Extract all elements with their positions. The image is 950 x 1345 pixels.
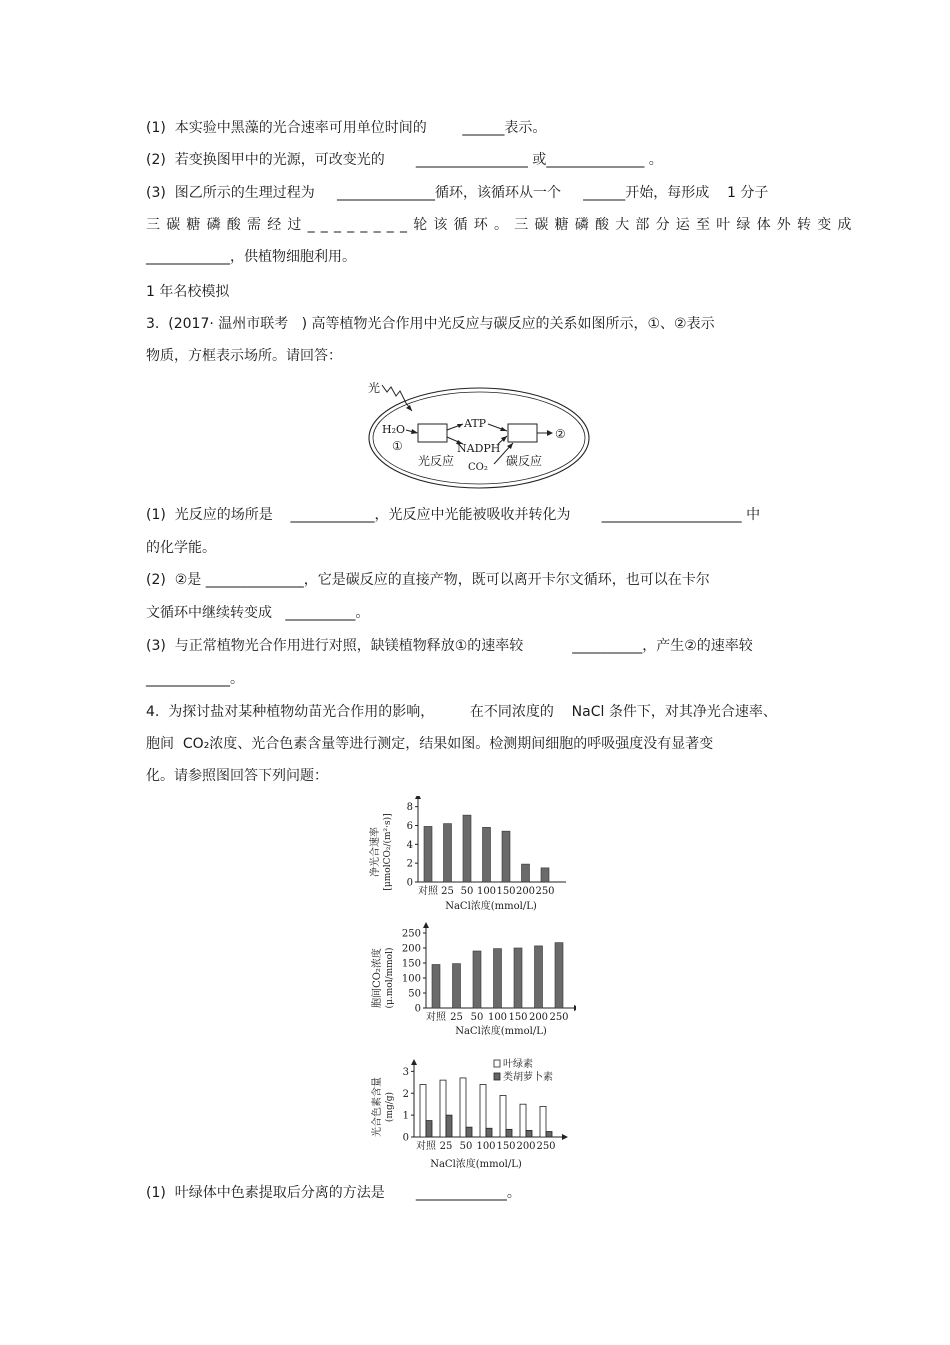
q4-sub1: (1) 叶绿体中色素提取后分离的方法是 _____________。 <box>146 1185 521 1201</box>
bar <box>453 964 461 1008</box>
bar <box>502 831 510 882</box>
y-axis-arrow <box>411 1059 417 1065</box>
q3-stem-line2: 物质，方框表示场所。请回答： <box>146 348 342 364</box>
x-tick-label: 250 <box>535 886 555 897</box>
y-tick-label: 150 <box>401 958 421 970</box>
bar-carotenoid <box>546 1132 552 1137</box>
bar <box>535 946 543 1008</box>
y-tick-label: 0 <box>406 877 413 889</box>
x-tick-label: 25 <box>439 1141 453 1152</box>
net-photosynthesis-chart <box>366 796 566 914</box>
q2-sub2: (2) 若变换图甲中的光源，可改变光的 ________________ 或______________ 。 <box>146 152 663 168</box>
bar <box>494 949 502 1008</box>
chart2-ylabel-1: 胞间CO₂浓度 <box>372 948 383 1008</box>
y-tick-label: 250 <box>401 928 421 940</box>
section-heading: 1 年名校模拟 <box>146 284 230 300</box>
x-axis-arrow <box>574 1005 576 1011</box>
chart2-ylabel-2: (μ.mol/mmol) <box>385 947 395 1009</box>
x-tick-label: 50 <box>460 886 474 897</box>
bar <box>473 951 481 1008</box>
x-tick-label: 200 <box>515 886 536 897</box>
q2-sub3-line2: 三碳糖磷酸需经过________轮该循环。三碳糖磷酸大部分运至叶绿体外转变成 <box>146 217 858 233</box>
bar-chlorophyll <box>500 1095 506 1137</box>
q2-sub3-line1: (3) 图乙所示的生理过程为 ______________循环，该循环从一个 ______开始，每形成 1 分子 <box>146 185 769 201</box>
y-tick-label: 200 <box>401 943 421 955</box>
legend-swatch-chlorophyll <box>494 1060 500 1067</box>
y-tick-label: 1 <box>402 1110 409 1122</box>
x-tick-label: 250 <box>536 1141 556 1152</box>
bar <box>424 826 432 882</box>
product2-label: ② <box>555 427 566 441</box>
bar-chlorophyll <box>460 1078 466 1137</box>
q3-sub2-line2: 文循环中继续转变成 __________。 <box>146 605 370 621</box>
y-tick-label: 100 <box>401 973 421 985</box>
x-tick-label: 对照 <box>416 1141 436 1152</box>
x-tick-label: 200 <box>528 1012 549 1023</box>
y-tick-label: 2 <box>406 858 413 870</box>
light-label: 光 <box>368 381 381 395</box>
y-tick-label: 2 <box>402 1088 409 1100</box>
x-axis-arrow <box>562 1134 568 1140</box>
legend-carotenoid: 类胡萝卜素 <box>503 1072 553 1083</box>
bar-carotenoid <box>506 1129 512 1137</box>
bar-carotenoid <box>426 1121 432 1137</box>
x-tick-label: 对照 <box>426 1012 446 1023</box>
chart3-ylabel-2: (mg/g) <box>385 1091 395 1123</box>
bar-chlorophyll <box>540 1106 546 1137</box>
x-tick-label: 100 <box>487 1012 508 1023</box>
chart2-xlabel: NaCl浓度(mmol/L) <box>455 1026 547 1037</box>
q4-stem-line1: 4. 为探讨盐对某种植物幼苗光合作用的影响， 在不同浓度的 NaCl 条件下，对其净光合速率、 <box>146 704 777 720</box>
x-tick-label: 150 <box>496 1141 516 1152</box>
q2-sub1: (1) 本实验中黑藻的光合速率可用单位时间的 ______表示。 <box>146 120 547 136</box>
atp-label: ATP <box>464 417 487 430</box>
bar-chlorophyll <box>420 1085 426 1138</box>
x-tick-label: 50 <box>459 1141 473 1152</box>
light-reaction-label: 光反应 <box>418 454 455 468</box>
bar <box>463 815 471 882</box>
carbon-reaction-label: 碳反应 <box>506 454 543 468</box>
x-tick-label: 200 <box>516 1141 536 1152</box>
product1-label: ① <box>392 439 403 453</box>
bar <box>555 943 563 1008</box>
chart1-ylabel-1: 净光合速率 <box>370 827 381 877</box>
y-tick-label: 8 <box>406 802 413 814</box>
bar-carotenoid <box>446 1115 452 1137</box>
bar <box>514 948 522 1008</box>
bar <box>483 827 491 882</box>
bar <box>432 965 440 1009</box>
q2-sub3-line3: ____________，供植物细胞利用。 <box>146 249 356 265</box>
legend-chlorophyll: 叶绿素 <box>503 1059 533 1070</box>
y-tick-label: 0 <box>414 1003 421 1015</box>
bar-chlorophyll <box>480 1085 486 1138</box>
y-axis-arrow <box>423 922 429 928</box>
q3-sub3-line2: ____________。 <box>146 671 244 687</box>
x-tick-label: 150 <box>496 886 516 897</box>
intercellular-co2-chart <box>366 922 576 1040</box>
pigment-content-chart <box>366 1055 586 1173</box>
q3-sub3-line1: (3) 与正常植物光合作用进行对照，缺镁植物释放①的速率较 __________，产生②的速率较 <box>146 638 753 654</box>
bar-chlorophyll <box>520 1104 526 1137</box>
water-label: H₂O <box>382 423 406 436</box>
x-tick-label: 25 <box>441 886 454 897</box>
y-tick-label: 3 <box>402 1066 409 1078</box>
x-tick-label: 对照 <box>418 886 438 897</box>
y-tick-label: 50 <box>408 988 421 1000</box>
nadph-label: NADPH <box>457 442 501 455</box>
photosynthesis-diagram <box>360 378 595 493</box>
q3-stem-line1: 3. (2017· 温州市联考 ) 高等植物光合作用中光反应与碳反应的关系如图所示，①、②表示 <box>146 316 715 332</box>
bar-carotenoid <box>486 1128 492 1137</box>
q3-sub1-line2: 的化学能。 <box>146 540 216 556</box>
legend-swatch-carotenoid <box>494 1073 500 1080</box>
q4-stem-line3: 化。请参照图回答下列问题： <box>146 768 328 784</box>
bar-carotenoid <box>466 1127 472 1137</box>
x-tick-label: 50 <box>470 1012 484 1023</box>
bar-carotenoid <box>526 1130 532 1137</box>
y-axis-arrow <box>415 796 421 799</box>
bar <box>541 868 549 882</box>
chart3-xlabel: NaCl浓度(mmol/L) <box>430 1159 522 1170</box>
x-tick-label: 100 <box>476 1141 496 1152</box>
bar-chlorophyll <box>440 1080 446 1137</box>
chart3-ylabel-1: 光合色素含量 <box>372 1077 383 1137</box>
x-tick-label: 100 <box>476 886 497 897</box>
x-tick-label: 25 <box>450 1012 463 1023</box>
q3-sub1-line1: (1) 光反应的场所是 ____________，光反应中光能被吸收并转化为 ____________________ 中 <box>146 507 761 523</box>
q3-sub2-line1: (2) ②是 ______________，它是碳反应的直接产物，既可以离开卡尔文循环，也可以在卡尔 <box>146 572 710 588</box>
y-tick-label: 0 <box>402 1132 409 1144</box>
co2-label: CO₂ <box>468 462 488 473</box>
bar <box>522 864 530 882</box>
y-tick-label: 4 <box>406 839 413 851</box>
q4-stem-line2: 胞间 CO₂浓度、光合色素含量等进行测定，结果如图。检测期间细胞的呼吸强度没有显著变 <box>146 736 714 752</box>
chart1-ylabel-2: [μmolCO₂/(m²·s)] <box>383 813 393 891</box>
chart1-xlabel: NaCl浓度(mmol/L) <box>445 901 537 912</box>
y-tick-label: 6 <box>406 820 413 832</box>
x-tick-label: 250 <box>549 1012 569 1023</box>
x-tick-label: 150 <box>508 1012 528 1023</box>
bar <box>444 824 452 882</box>
